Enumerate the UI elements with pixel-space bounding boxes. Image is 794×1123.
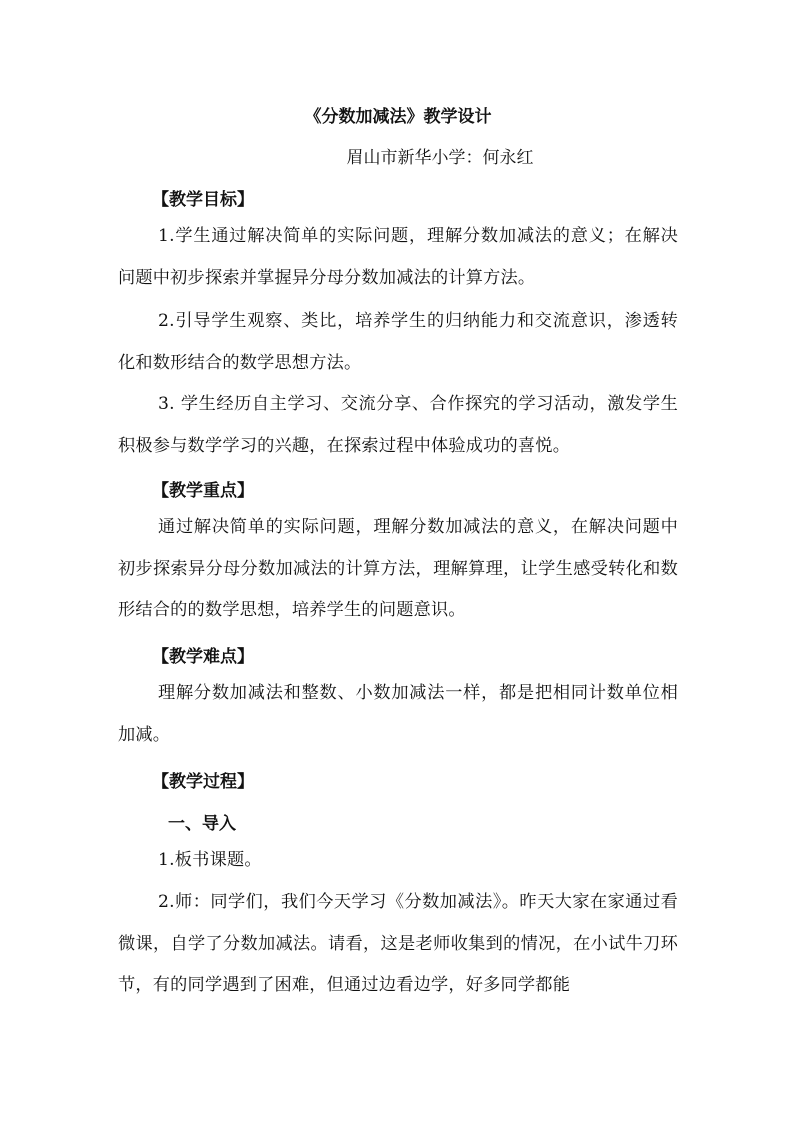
paragraph-goal-3: 3. 学生经历自主学习、交流分享、合作探究的学习活动，激发学生积极参与数学学习的兴趣，在探索过程中体验成功的喜悦。 xyxy=(118,394,678,456)
heading-teaching-process: 【教学过程】 xyxy=(152,772,254,792)
document-title: 《分数加减法》教学设计 xyxy=(304,107,492,127)
heading-teaching-goals: 【教学目标】 xyxy=(152,190,254,210)
paragraph-teaching-key: 通过解决简单的实际问题，理解分数加减法的意义，在解决问题中初步探索异分母分数加减法的计算方法，理解算理，让学生感受转化和数形结合的的数学思想，培养学生的问题意识。 xyxy=(118,517,678,620)
paragraph-goal-2: 2.引导学生观察、类比，培养学生的归纳能力和交流意识，渗透转化和数形结合的数学思想方法。 xyxy=(118,311,678,373)
paragraph-step-2: 2.师：同学们，我们今天学习《分数加减法》。昨天大家在家通过看微课，自学了分数加减法。请看，这是老师收集到的情况，在小试牛刀环节，有的同学遇到了困难，但通过边看边学，好多同学都能 xyxy=(118,892,678,995)
document-author: 眉山市新华小学：何永红 xyxy=(346,148,534,168)
paragraph-goal-1: 1.学生通过解决简单的实际问题，理解分数加减法的意义；在解决问题中初步探索并掌握异分母分数加减法的计算方法。 xyxy=(118,226,678,288)
heading-teaching-key: 【教学重点】 xyxy=(152,481,254,501)
paragraph-step-1: 1.板书课题。 xyxy=(158,850,262,870)
subheading-intro: 一、导入 xyxy=(168,814,236,834)
paragraph-teaching-difficulty: 理解分数加减法和整数、小数加减法一样，都是把相同计数单位相加减。 xyxy=(118,683,678,745)
heading-teaching-difficulty: 【教学难点】 xyxy=(152,647,254,667)
